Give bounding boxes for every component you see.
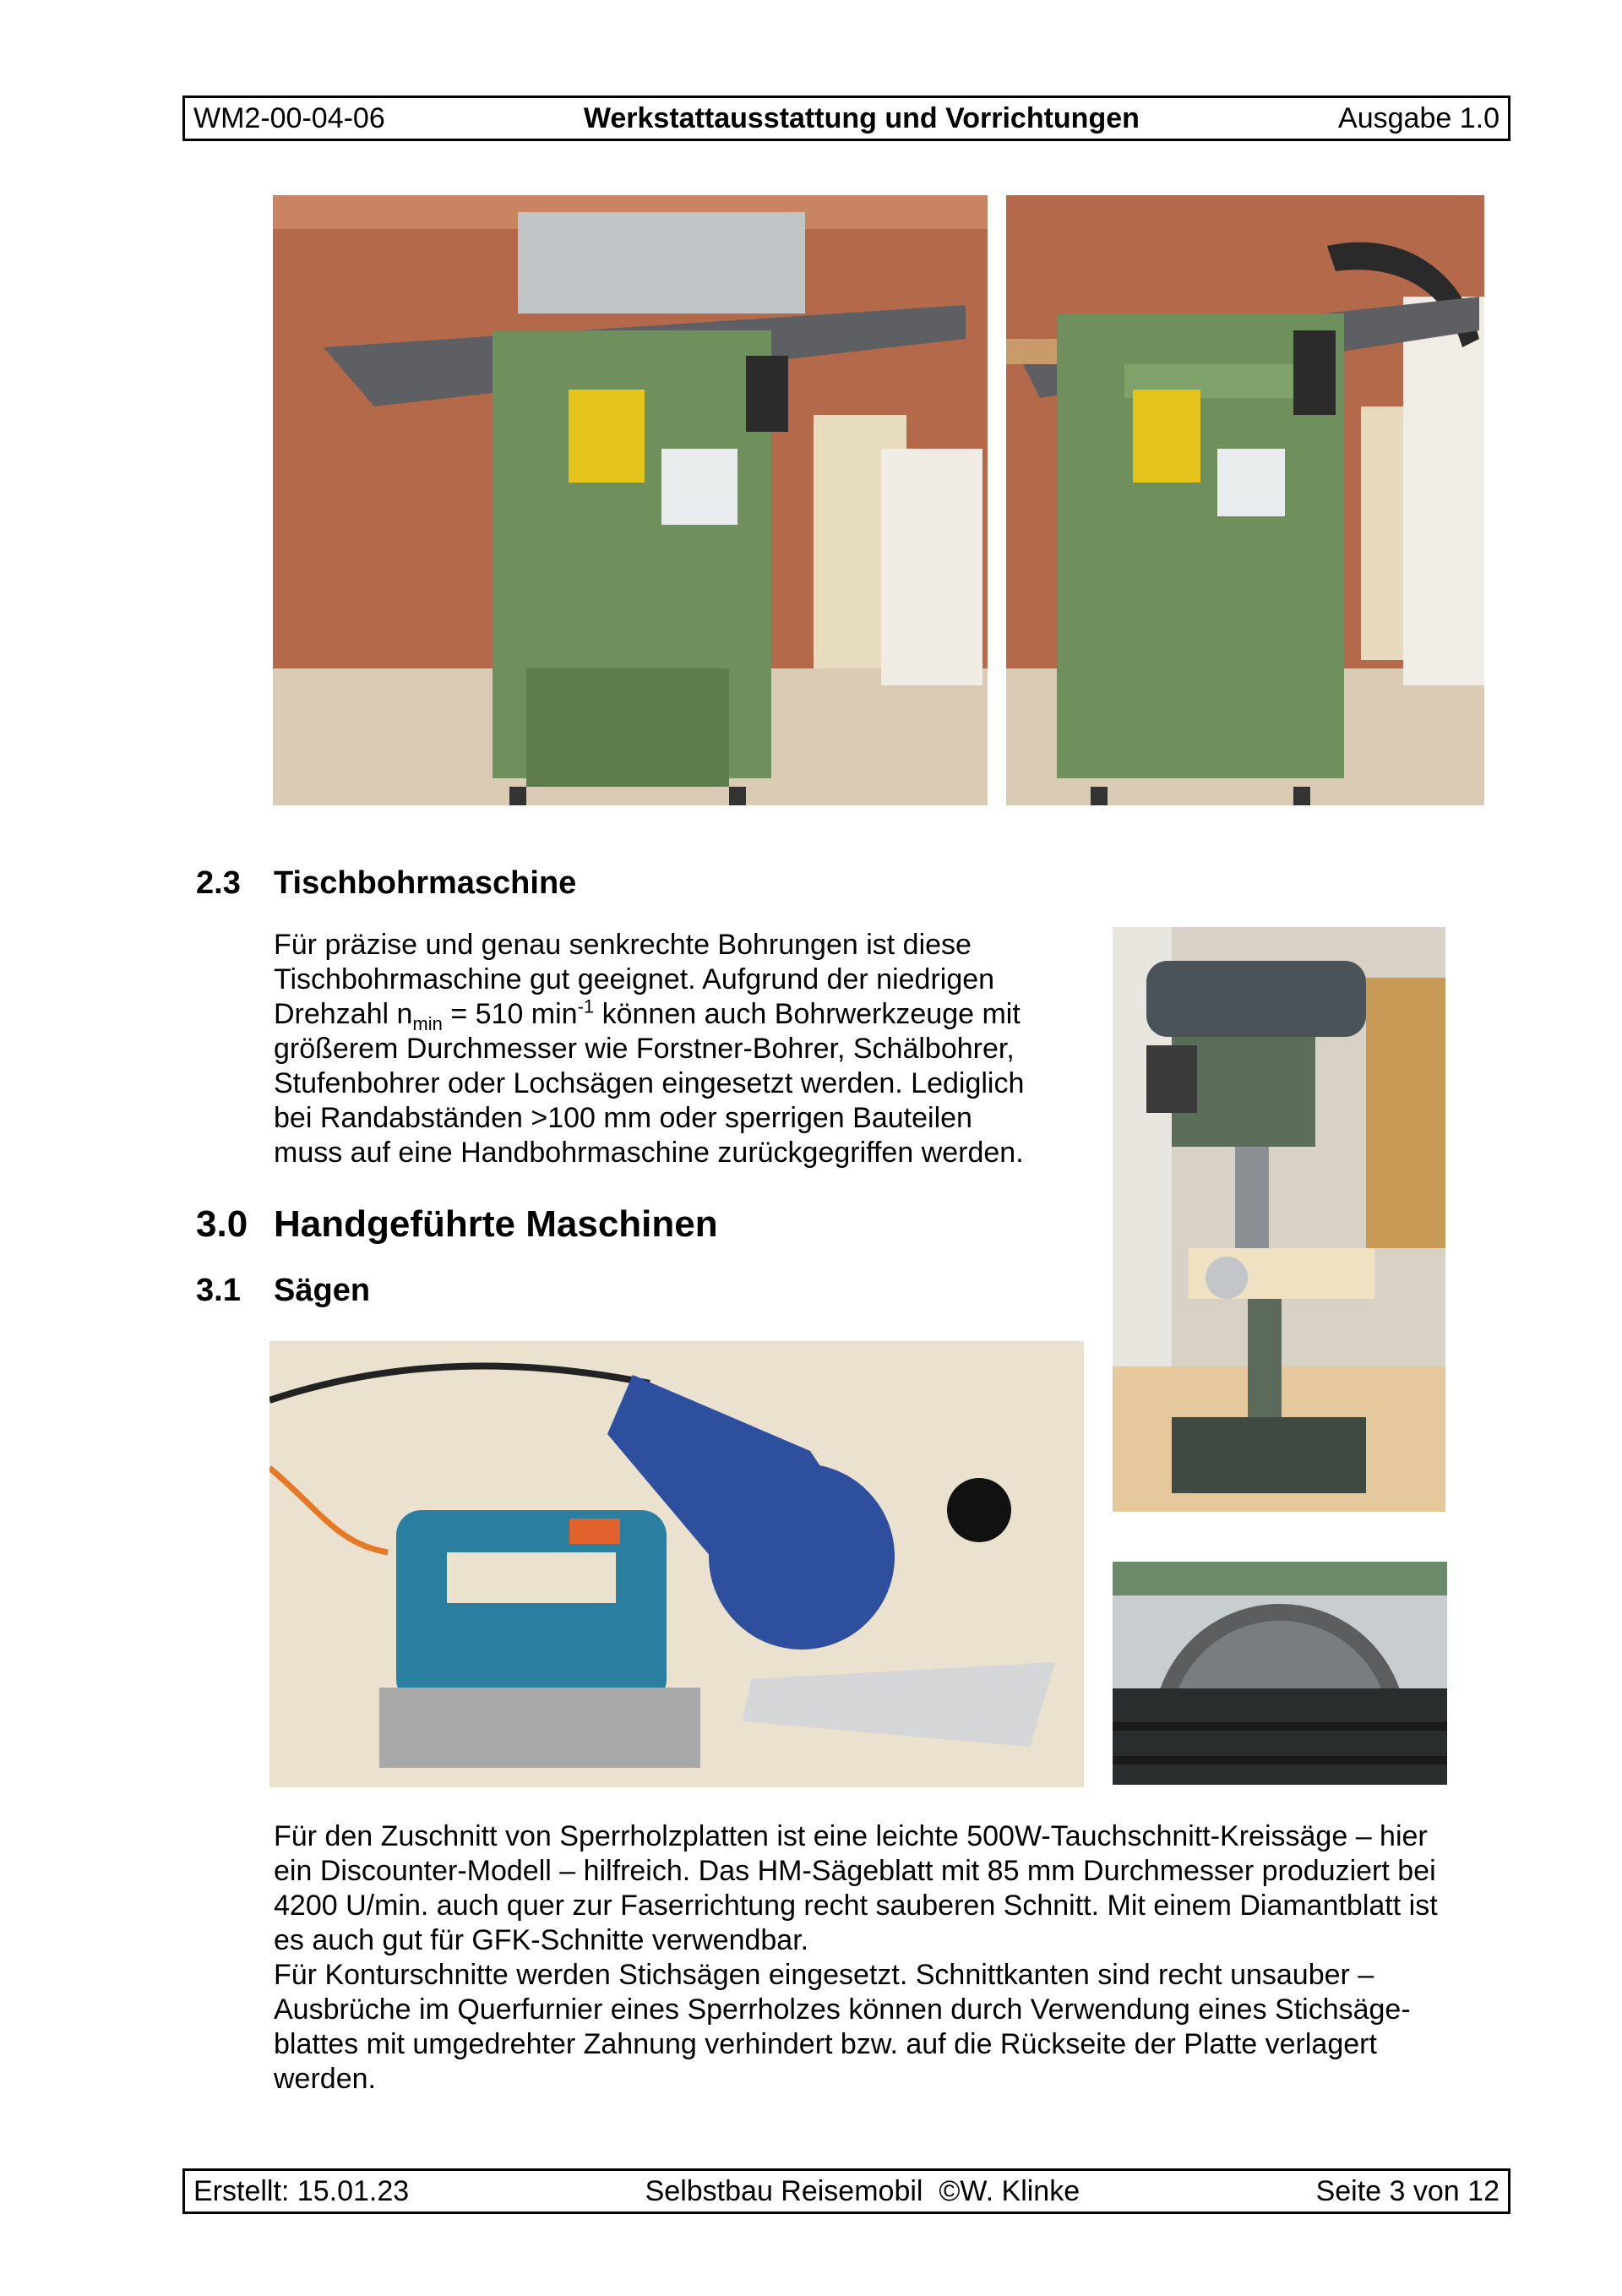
section-3-1-paragraph <box>274 1819 1507 2097</box>
text-line: ein Discounter-Modell – hilfreich. Das HM-Sägeblatt mit 85 mm Durchmesser produziert bei <box>274 1855 1436 1887</box>
text-line: Tischbohrmaschine gut geeignet. Aufgrund der niedrigen <box>274 963 995 995</box>
text-line: es auch gut für GFK-Schnitte verwendbar. <box>274 1924 809 1956</box>
page-number: Seite 3 von 12 <box>1315 2174 1500 2207</box>
text-line: Für präzise und genau senkrechte Bohrungen ist diese <box>274 929 972 961</box>
text-line: Für den Zuschnitt von Sperrholzplatten ist eine leichte 500W-Tauchschnitt-Kreissäge – hier <box>274 1820 1428 1852</box>
section-number: 3.0 <box>196 1203 248 1245</box>
photo-saw-blade <box>1113 1562 1447 1785</box>
project-credit: Selbstbau Reisemobil ©W. Klinke <box>645 2174 1080 2207</box>
photo-saws <box>269 1341 1084 1787</box>
photo-planer-left <box>273 195 988 805</box>
text-line: bei Randabständen >100 mm oder sperrigen Bauteilen <box>274 1102 972 1134</box>
subscript-min: min <box>412 1012 443 1034</box>
text-line: blattes mit umgedrehter Zahnung verhindert bzw. auf die Rückseite der Platte verlagert <box>274 2028 1377 2060</box>
doc-id: WM2-00-04-06 <box>193 101 385 134</box>
section-number: 3.1 <box>196 1273 241 1308</box>
text-line: Ausbrüche im Querfurnier eines Sperrholzes können durch Verwendung eines Stichsäge- <box>274 1993 1411 2026</box>
section-3-0-heading <box>196 1203 718 1246</box>
photo-planer-right <box>1006 195 1484 805</box>
page-footer <box>182 2168 1510 2214</box>
section-title: Sägen <box>274 1273 371 1308</box>
superscript-exponent: -1 <box>577 995 595 1017</box>
section-2-3-heading <box>196 865 576 902</box>
section-title: Handgeführte Maschinen <box>274 1203 718 1245</box>
text-line: 4200 U/min. auch quer zur Faserrichtung recht sauberen Schnitt. Mit einem Diamantblatt ist <box>274 1890 1438 1922</box>
text-line: Stufenbohrer oder Lochsägen eingesetzt werden. Lediglich <box>274 1067 1025 1099</box>
text-line: größerem Durchmesser wie Forstner-Bohrer, Schälbohrer, <box>274 1033 1015 1065</box>
text-line: Für Konturschnitte werden Stichsägen eingesetzt. Schnittkanten sind recht unsauber – <box>274 1959 1374 1991</box>
doc-edition: Ausgabe 1.0 <box>1338 101 1500 134</box>
text-line: muss auf eine Handbohrmaschine zurückgegriffen werden. <box>274 1137 1024 1169</box>
section-2-3-paragraph <box>274 928 1085 1170</box>
section-3-1-heading <box>196 1273 370 1309</box>
section-title: Tischbohrmaschine <box>274 865 577 901</box>
text-line: Drehzahl $n_{min} = 510$ $\min^{-1}$ können auch Bohrwerkzeuge mit <box>274 995 1021 1034</box>
created-date: Erstellt: 15.01.23 <box>193 2174 410 2207</box>
doc-title: Werkstattausstattung und Vorrichtungen <box>583 101 1140 134</box>
page-header <box>182 95 1510 141</box>
photo-drill-press <box>1113 927 1445 1512</box>
section-number: 2.3 <box>196 865 241 901</box>
text-line: werden. <box>274 2063 376 2095</box>
